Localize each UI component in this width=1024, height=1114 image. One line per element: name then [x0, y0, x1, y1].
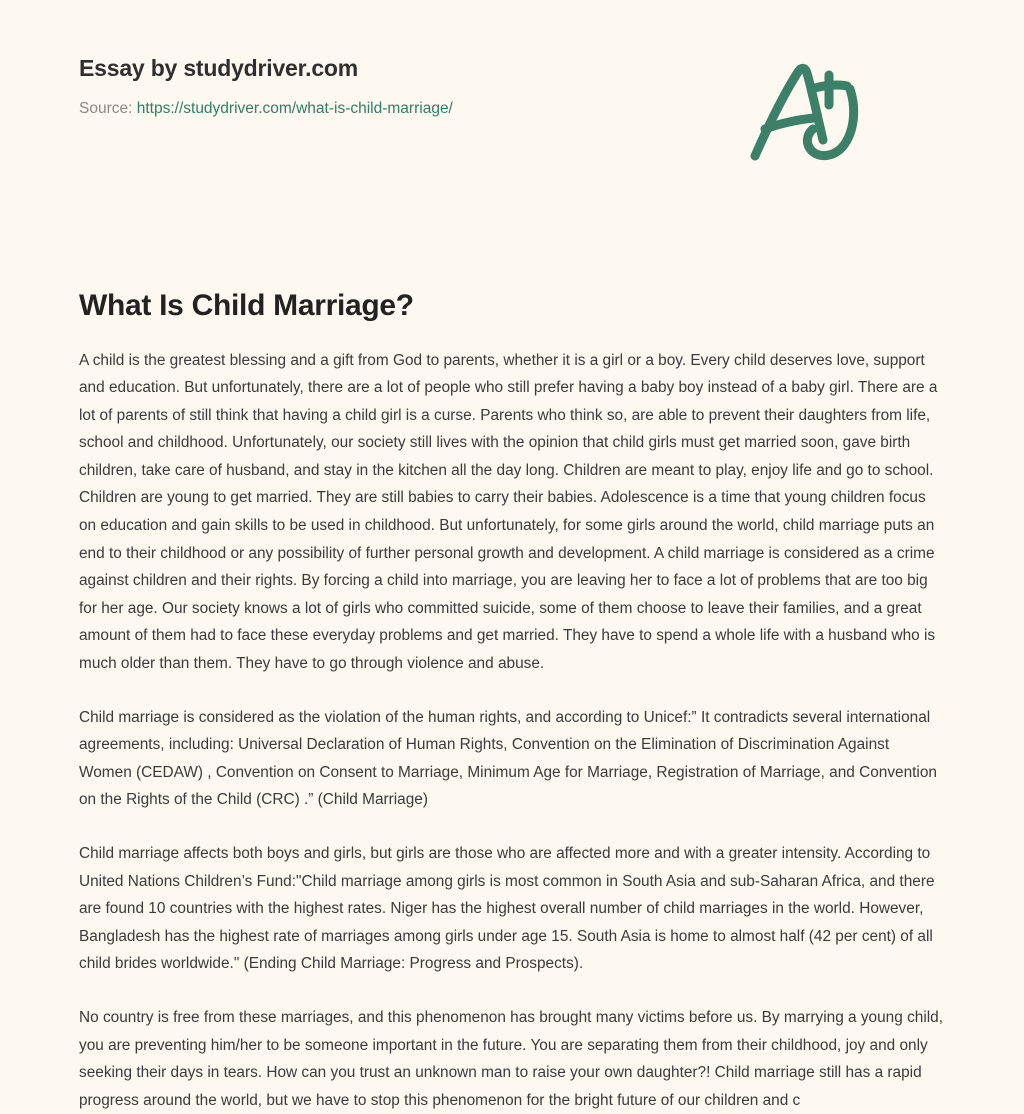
paragraph: No country is free from these marriages, and this phenomenon has brought many victims before us. By marrying a young child, you are preventing him/her to be someone important in the future. You are separating them from their childhood, joy and only seeking their days in tears. How can you trust an unknown man to raise your own daughter?! Child marriage still has a rapid progress around the world, but we have to stop this phenomenon for the bright future of our children and c — [79, 1004, 945, 1114]
page-title: What Is Child Marriage? — [79, 205, 945, 325]
paragraph: A child is the greatest blessing and a gift from God to parents, whether it is a girl or a boy. Every child deserves love, support and education. But unfortunately, there are a lot of people who still prefer having a baby boy instead of a baby girl. There are a lot of parents of still think that having a child girl is a curse. Parents who think so, are able to prevent their daughters from life, school and childhood. Unfortunately, our society still lives with the opinion that child girls must get married soon, gave birth children, take care of husband, and stay in the kitchen all the day long. Children are meant to play, enjoy life and go to school. Children are young to get married. They are still babies to carry their babies. Adolescence is a time that young children focus on education and gain skills to be used in childhood. But unfortunately, for some girls around the world, child marriage puts an end to their childhood or any possibility of further personal growth and development. A child marriage is considered as a crime against children and their rights. By forcing a child into marriage, you are leaving her to face a lot of problems that are too big for her age. Our society knows a lot of girls who committed suicide, some of them choose to leave their families, and a great amount of them had to face these everyday problems and get married. They have to spend a whole life with a husband who is much older than them. They have to go through violence and abuse. — [79, 347, 945, 678]
paragraph: Child marriage affects both boys and girls, but girls are those who are affected more and with a greater intensity. According to United Nations Children’s Fund:"Child marriage among girls is most common in South Asia and sub-Saharan Africa, and there are found 10 countries with the highest rates. Niger has the highest overall number of child marriages in the world. However, Bangladesh has the highest rate of marriages among girls under age 15. South Asia is home to almost half (42 per cent) of all child brides worldwide." (Ending Child Marriage: Progress and Prospects). — [79, 840, 945, 978]
essay-body — [79, 325, 945, 1114]
source-label: Source: — [79, 100, 132, 117]
brand-byline: Essay by studydriver.com — [79, 55, 945, 83]
source-url-link[interactable]: https://studydriver.com/what-is-child-marriage/ — [137, 100, 453, 117]
page-header — [79, 0, 945, 205]
paragraph: Child marriage is considered as the violation of the human rights, and according to Unicef:” It contradicts several international agreements, including: Universal Declaration of Human Rights, Convention on the Elimination of Discrimination Against Women (CEDAW) , Convention on Consent to Marriage, Minimum Age for Marriage, Registration of Marriage, and Convention on the Rights of the Child (CRC) .” (Child Marriage) — [79, 704, 945, 814]
a-plus-logo-icon — [743, 55, 873, 175]
